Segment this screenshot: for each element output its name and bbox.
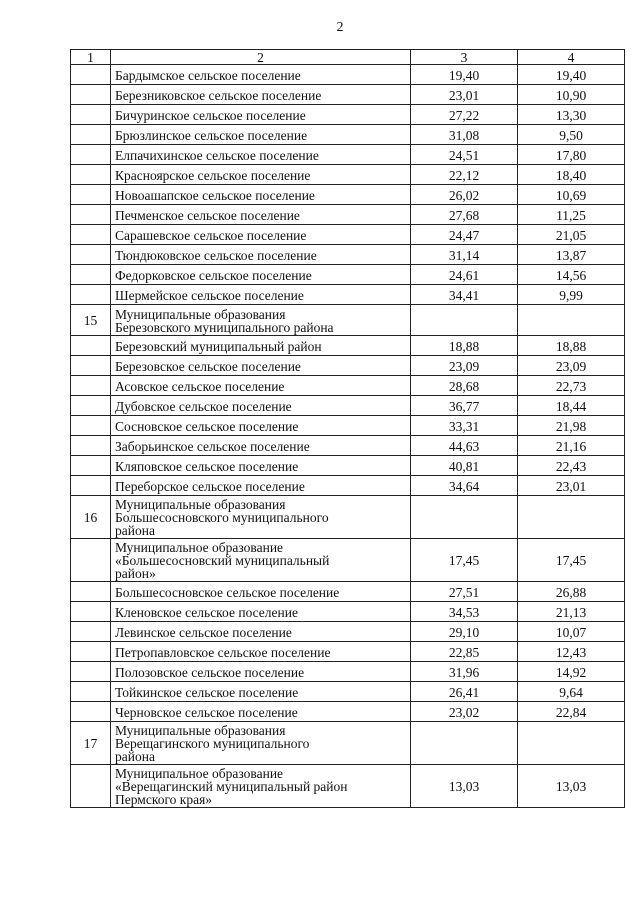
row-number-cell: 15 (71, 305, 111, 336)
value-column-3-cell: 23,09 (411, 356, 518, 376)
row-number-cell (71, 185, 111, 205)
municipality-name-cell (111, 125, 411, 145)
value-column-4-cell: 21,16 (518, 436, 625, 456)
row-number-cell (71, 539, 111, 582)
municipality-name-cell (111, 376, 411, 396)
row-number-cell (71, 165, 111, 185)
municipality-name: Березовское сельское поселение (115, 358, 301, 374)
municipality-name-cell (111, 105, 411, 125)
municipality-name: Кленовское сельское поселение (115, 604, 298, 620)
municipality-name-cell (111, 456, 411, 476)
value-column-3-cell: 22,85 (411, 642, 518, 662)
table-row (71, 356, 625, 376)
municipality-name-cell (111, 356, 411, 376)
value-column-3-cell: 27,68 (411, 205, 518, 225)
municipality-name: Сосновское сельское поселение (115, 418, 299, 434)
municipality-name-cell (111, 205, 411, 225)
value-column-3-cell (411, 496, 518, 539)
municipality-name: Бардымское сельское поселение (115, 67, 301, 83)
table-row (71, 285, 625, 305)
page-number: 2 (336, 20, 344, 35)
municipality-name-cell (111, 416, 411, 436)
municipality-name: Красноярское сельское поселение (115, 167, 311, 183)
municipality-name: Большесосновское сельское поселение (115, 584, 340, 600)
municipality-name-cell (111, 225, 411, 245)
table-row (71, 145, 625, 165)
municipality-name: Брюзлинское сельское поселение (115, 127, 308, 143)
value-column-4-cell: 18,40 (518, 165, 625, 185)
municipality-name-cell (111, 245, 411, 265)
value-column-4-cell: 10,07 (518, 622, 625, 642)
municipality-name-cell (111, 476, 411, 496)
municipality-name: Петропавловское сельское поселение (115, 644, 331, 660)
value-column-3-cell: 27,51 (411, 582, 518, 602)
value-column-4-cell: 13,87 (518, 245, 625, 265)
value-column-3-cell: 44,63 (411, 436, 518, 456)
municipality-name-cell (111, 185, 411, 205)
table-row (71, 622, 625, 642)
row-number-cell (71, 85, 111, 105)
municipality-name: Дубовское сельское поселение (115, 398, 292, 414)
value-column-4-cell: 9,50 (518, 125, 625, 145)
municipality-name: Левинское сельское поселение (115, 624, 292, 640)
municipality-name: Березниковское сельское поселение (115, 87, 322, 103)
municipality-name: Бичуринское сельское поселение (115, 107, 306, 123)
value-column-4-cell: 22,84 (518, 702, 625, 722)
value-column-4-cell: 10,69 (518, 185, 625, 205)
row-number-cell (71, 456, 111, 476)
municipality-name: Кляповское сельское поселение (115, 458, 299, 474)
row-number-cell (71, 285, 111, 305)
value-column-4-cell (518, 722, 625, 765)
table-row (71, 436, 625, 456)
table-row (71, 185, 625, 205)
value-column-4-cell (518, 496, 625, 539)
table-row (71, 165, 625, 185)
municipality-name: Тойкинское сельское поселение (115, 684, 299, 700)
value-column-3-cell: 23,02 (411, 702, 518, 722)
value-column-3-cell: 13,03 (411, 765, 518, 808)
municipality-name-cell (111, 722, 411, 765)
value-column-3-cell: 29,10 (411, 622, 518, 642)
value-column-3-cell: 24,61 (411, 265, 518, 285)
municipality-name-cell (111, 622, 411, 642)
row-number-cell (71, 396, 111, 416)
municipality-name: Березовский муниципальный район (115, 338, 322, 354)
row-number-cell (71, 602, 111, 622)
row-number-cell (71, 125, 111, 145)
municipality-name: Полозовское сельское поселение (115, 664, 305, 680)
data-table (70, 49, 625, 808)
table-row (71, 265, 625, 285)
value-column-3-cell: 26,02 (411, 185, 518, 205)
municipality-name-cell (111, 682, 411, 702)
value-column-3-cell: 34,41 (411, 285, 518, 305)
table-header-row (71, 50, 625, 65)
municipality-name: Сарашевское сельское поселение (115, 227, 307, 243)
table-row (71, 765, 625, 808)
table-row (71, 722, 625, 765)
row-number-cell (71, 225, 111, 245)
municipality-name: Новоашапское сельское поселение (115, 187, 315, 203)
table-row (71, 105, 625, 125)
table-row (71, 602, 625, 622)
row-number-cell (71, 65, 111, 85)
row-number-cell (71, 336, 111, 356)
table-row (71, 125, 625, 145)
value-column-4-cell: 14,56 (518, 265, 625, 285)
row-number-cell (71, 356, 111, 376)
value-column-3-cell: 34,53 (411, 602, 518, 622)
municipality-name: Муниципальные образования Верещагинского муниципального района (115, 723, 310, 764)
table-row (71, 245, 625, 265)
value-column-4-cell: 18,44 (518, 396, 625, 416)
value-column-3-cell (411, 722, 518, 765)
municipality-name-cell (111, 396, 411, 416)
value-column-3-cell: 24,51 (411, 145, 518, 165)
value-column-4-cell: 22,43 (518, 456, 625, 476)
value-column-4-cell: 17,45 (518, 539, 625, 582)
table-row (71, 496, 625, 539)
table-row (71, 702, 625, 722)
municipality-name: Шермейское сельское поселение (115, 287, 304, 303)
municipality-name-cell (111, 65, 411, 85)
municipality-name: Муниципальное образование «Большесосновский муниципальный район» (115, 540, 330, 581)
municipality-name-cell (111, 582, 411, 602)
value-column-4-cell: 10,90 (518, 85, 625, 105)
municipality-name-cell (111, 702, 411, 722)
value-column-3-cell: 31,08 (411, 125, 518, 145)
value-column-4-cell: 13,30 (518, 105, 625, 125)
value-column-4-cell: 14,92 (518, 662, 625, 682)
header-cell-4: 4 (518, 50, 625, 65)
value-column-3-cell: 34,64 (411, 476, 518, 496)
row-number-cell (71, 622, 111, 642)
municipality-name: Муниципальное образование «Верещагинский муниципальный район Пермского края» (115, 766, 348, 807)
table-row (71, 305, 625, 336)
municipality-name-cell (111, 85, 411, 105)
value-column-4-cell: 13,03 (518, 765, 625, 808)
table-row (71, 85, 625, 105)
value-column-3-cell: 31,14 (411, 245, 518, 265)
municipality-name: Заборьинское сельское поселение (115, 438, 310, 454)
value-column-3-cell: 19,40 (411, 65, 518, 85)
value-column-4-cell: 9,64 (518, 682, 625, 702)
table-row (71, 456, 625, 476)
municipality-name: Муниципальные образования Березовского муниципального района (115, 306, 334, 335)
table-row (71, 682, 625, 702)
table-row (71, 416, 625, 436)
municipality-name: Федорковское сельское поселение (115, 267, 312, 283)
row-number-cell (71, 416, 111, 436)
municipality-name: Тюндюковское сельское поселение (115, 247, 317, 263)
row-number-cell (71, 765, 111, 808)
row-number-cell (71, 662, 111, 682)
value-column-4-cell: 23,01 (518, 476, 625, 496)
value-column-4-cell: 21,13 (518, 602, 625, 622)
row-number-cell (71, 105, 111, 125)
value-column-3-cell: 17,45 (411, 539, 518, 582)
row-number-cell (71, 205, 111, 225)
value-column-3-cell (411, 305, 518, 336)
value-column-4-cell: 19,40 (518, 65, 625, 85)
municipality-name-cell (111, 165, 411, 185)
table-row (71, 336, 625, 356)
municipality-name: Черновское сельское поселение (115, 704, 298, 720)
value-column-4-cell: 12,43 (518, 642, 625, 662)
value-column-4-cell: 21,98 (518, 416, 625, 436)
table-row (71, 476, 625, 496)
value-column-4-cell (518, 305, 625, 336)
row-number-cell (71, 376, 111, 396)
value-column-3-cell: 28,68 (411, 376, 518, 396)
table-row (71, 65, 625, 85)
value-column-3-cell: 36,77 (411, 396, 518, 416)
row-number-cell (71, 245, 111, 265)
value-column-3-cell: 24,47 (411, 225, 518, 245)
municipality-name-cell (111, 602, 411, 622)
table-row (71, 225, 625, 245)
municipality-name-cell (111, 765, 411, 808)
row-number-cell (71, 145, 111, 165)
table-body (71, 50, 625, 808)
value-column-3-cell: 27,22 (411, 105, 518, 125)
municipality-name-cell (111, 436, 411, 456)
table-row (71, 376, 625, 396)
row-number-cell (71, 582, 111, 602)
row-number-cell (71, 476, 111, 496)
row-number-cell: 16 (71, 496, 111, 539)
municipality-name: Елпачихинское сельское поселение (115, 147, 319, 163)
value-column-4-cell: 26,88 (518, 582, 625, 602)
value-column-4-cell: 21,05 (518, 225, 625, 245)
value-column-4-cell: 18,88 (518, 336, 625, 356)
row-number-cell (71, 642, 111, 662)
municipality-name: Муниципальные образования Большесосновского муниципального района (115, 497, 329, 538)
municipality-name: Асовское сельское поселение (115, 378, 285, 394)
header-cell-2: 2 (111, 50, 411, 65)
municipality-name-cell (111, 265, 411, 285)
municipality-name-cell (111, 336, 411, 356)
value-column-4-cell: 17,80 (518, 145, 625, 165)
value-column-4-cell: 23,09 (518, 356, 625, 376)
row-number-cell (71, 682, 111, 702)
value-column-3-cell: 22,12 (411, 165, 518, 185)
row-number-cell (71, 436, 111, 456)
table-row (71, 642, 625, 662)
row-number-cell (71, 702, 111, 722)
value-column-3-cell: 18,88 (411, 336, 518, 356)
table-row (71, 205, 625, 225)
table-row (71, 539, 625, 582)
municipality-name-cell (111, 662, 411, 682)
row-number-cell: 17 (71, 722, 111, 765)
value-column-3-cell: 33,31 (411, 416, 518, 436)
value-column-3-cell: 26,41 (411, 682, 518, 702)
value-column-4-cell: 22,73 (518, 376, 625, 396)
header-cell-1: 1 (71, 50, 111, 65)
value-column-3-cell: 40,81 (411, 456, 518, 476)
municipality-name: Переборское сельское поселение (115, 478, 305, 494)
value-column-4-cell: 9,99 (518, 285, 625, 305)
municipality-name-cell (111, 305, 411, 336)
value-column-3-cell: 23,01 (411, 85, 518, 105)
municipality-name-cell (111, 145, 411, 165)
municipality-name-cell (111, 496, 411, 539)
header-cell-3: 3 (411, 50, 518, 65)
table-row (71, 582, 625, 602)
municipality-name-cell (111, 642, 411, 662)
row-number-cell (71, 265, 111, 285)
municipality-name: Печменское сельское поселение (115, 207, 300, 223)
table-row (71, 662, 625, 682)
table-row (71, 396, 625, 416)
value-column-3-cell: 31,96 (411, 662, 518, 682)
municipality-name-cell (111, 539, 411, 582)
value-column-4-cell: 11,25 (518, 205, 625, 225)
municipality-name-cell (111, 285, 411, 305)
